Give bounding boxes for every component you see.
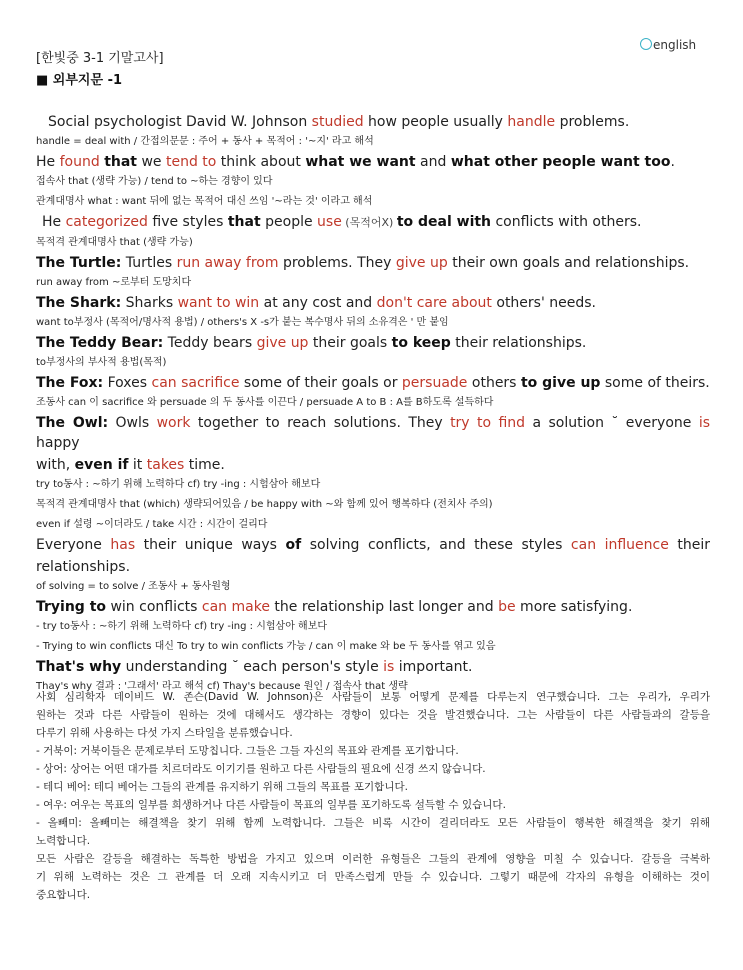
kor-bullet-owl-cont: 노력합니다. [36,835,91,847]
kor-line: 중요합니다. [36,889,91,901]
kor-bullet-turtle: - 거북이: 거북이들은 문제로부터 도망칩니다. 그들은 그들 자신의 목표와 관계를 포기합니다. [36,745,459,757]
passage [36,112,710,697]
sentence-2: He found that we tend to think about what we want and what other people want too. [36,154,675,170]
note-2b: 관계대명사 what : want 뒤에 없는 목적어 대신 쓰임 '~라는 것' 이라고 해석 [36,196,373,207]
kor-bullet-fox: - 여우: 여우는 목표의 일부를 희생하거나 다른 사람들이 목표의 일부를 포기하도록 설득할 수 있습니다. [36,799,506,811]
sentence-1: Social psychologist David W. Johnson studied how people usually handle problems. [48,114,630,130]
sentence-thats-why: That's why understanding ˘ each person's style is important. [36,659,473,675]
sentence-everyone: Everyone has their unique ways of solving conflicts, and these styles can influence their [36,537,711,553]
circle-logo-icon [640,38,652,50]
section-subtitle: ■ 외부지문 -1 [36,73,123,88]
note-turtle: run away from ~로부터 도망치다 [36,277,192,288]
sentence-shark: The Shark: Sharks want to win at any cost and don't care about others' needs. [36,295,596,311]
sentence-owl-cont: with, even if it takes time. [36,457,225,473]
sentence-teddy-bear: The Teddy Bear: Teddy bears give up their goals to keep their relationships. [36,335,587,351]
note-trying-b: - Trying to win conflicts 대신 To try to win conflicts 가능 / can 이 make 와 be 두 동사를 엮고 있음 [36,641,496,652]
exam-title: [한빛중 3-1 기말고사] [36,51,164,66]
brand-logo [640,38,696,52]
note-owl-a: try to동사 : ~하기 위해 노력하다 cf) try -ing : 시험삼아 해보다 [36,479,321,490]
note-everyone: of solving = to solve / 조동사 + 동사원형 [36,581,231,592]
kor-line: 모든 사람은 갈등을 해결하는 독특한 방법을 가지고 있으며 이러한 유형들은 그들의 관계에 영향을 미칠 수 있습니다. 갈등을 극복하 [36,853,710,865]
korean-translation [36,688,710,904]
kor-bullet-shark: - 상어: 상어는 어떤 대가를 치르더라도 이기기를 원하고 다른 사람들의 필요에 신경 쓰지 않습니다. [36,763,486,775]
note-teddy-bear: to부정사의 부사적 용법(목적) [36,357,167,368]
sentence-turtle: The Turtle: Turtles run away from problems. They give up their own goals and relationships. [36,255,690,271]
sentence-fox: The Fox: Foxes can sacrifice some of their goals or persuade others to give up some of theirs. [36,375,710,391]
sentence-owl: The Owl: Owls work together to reach solutions. They try to find a solution ˘ everyone is happy [36,415,710,451]
note-shark: want to부정사 (목적어/명사적 용법) / others's X -s가 붙는 복수명사 뒤의 소유격은 ' 만 붙임 [36,317,449,328]
note-fox: 조동사 can 이 sacrifice 와 persuade 의 두 동사를 이끈다 / persuade A to B : A를 B하도록 설득하다 [36,397,494,408]
kor-line: 기 위해 노력하는 것은 그 관계를 더 오래 지속시키고 더 만족스럽게 만들 수 있습니다. 그렇기 때문에 각자의 유형을 이해하는 것이 [36,871,710,883]
kor-bullet-teddy-bear: - 테디 베어: 테디 베어는 그들의 관계를 유지하기 위해 그들의 목표를 포기합니다. [36,781,408,793]
kor-line: 원하는 것과 다른 사람들이 원하는 것에 대해서도 생각하는 경향이 있다는 것을 발견했습니다. 그는 사람들이 다른 사람들과의 갈등을 [36,709,710,721]
note-thats-why: Thay's why 결과 : '그래서' 라고 해석 cf) Thay's because 원인 / 접속사 that 생략 [36,681,408,692]
note-trying-a: - try to동사 : ~하기 위해 노력하다 cf) try -ing : 시험삼아 해보다 [36,621,328,632]
sentence-everyone-cont: relationships. [36,559,131,575]
note-2a: 접속사 that (생략 가능) / tend to ~하는 경향이 있다 [36,176,273,187]
sentence-3: He categorized five styles that people use (목적어X) to deal with conflicts with others. [42,214,642,230]
note-1: handle = deal with / 간접의문문 : 주어 + 동사 + 목적어 : '~지' 라고 해석 [36,136,374,147]
note-owl-c: even if 설령 ~이더라도 / take 시간 : 시간이 걸리다 [36,519,268,530]
sentence-trying: Trying to win conflicts can make the relationship last longer and be more satisfying. [36,599,633,615]
kor-line: 다루기 위해 사용하는 다섯 가지 스타일을 분류했습니다. [36,727,293,739]
logo-text: english [653,38,697,52]
kor-bullet-owl: - 올빼미: 올빼미는 해결책을 찾기 위해 함께 노력합니다. 그들은 비록 시간이 걸리더라도 모든 사람들이 행복한 해결책을 찾기 위해 [36,817,710,829]
note-3: 목적격 관계대명사 that (생략 가능) [36,237,193,248]
kor-line: 사회 심리학자 데이비드 W. 존슨(David W. Johnson)은 사람들이 보통 어떻게 문제를 다루는지 연구했습니다. 그는 우리가, 우리가 [36,691,710,703]
note-owl-b: 목적격 관계대명사 that (which) 생략되어있음 / be happy with ~와 함께 있어 행복하다 (전치사 주의) [36,499,493,510]
